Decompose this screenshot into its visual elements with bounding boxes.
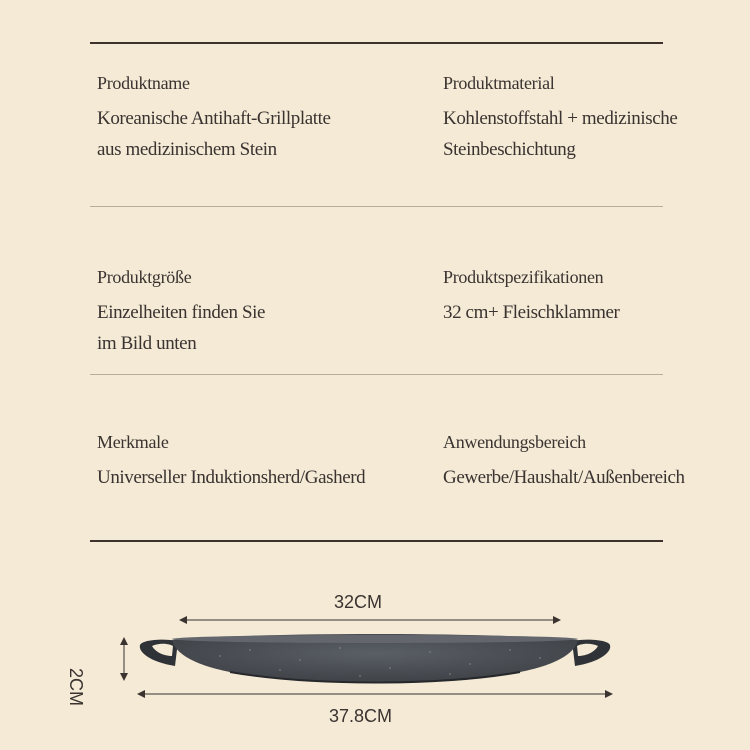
spec-value-line: aus medizinischem Stein: [97, 139, 277, 160]
total-width-label: 37.8CM: [329, 706, 393, 726]
spec-value-line: Steinbeschichtung: [443, 139, 576, 160]
spec-label-specifications: Produktspezifikationen: [443, 267, 604, 287]
spec-label-product-name: Produktname: [97, 73, 190, 93]
spec-value-line: Gewerbe/Haushalt/Außenbereich: [443, 467, 685, 488]
spec-value-line: im Bild unten: [97, 333, 197, 354]
spec-label-application: Anwendungsbereich: [443, 432, 586, 452]
spec-value-line: Koreanische Antihaft-Grillplatte: [97, 108, 331, 129]
spec-value-line: Einzelheiten finden Sie: [97, 302, 266, 323]
spec-value-line: Kohlenstoffstahl + medizinische: [443, 108, 678, 129]
spec-value-line: Universeller Induktionsherd/Gasherd: [97, 467, 366, 488]
grill-pan-image: [140, 634, 610, 683]
height-label: 2CM: [66, 668, 86, 707]
spec-label-size: Produktgröße: [97, 267, 192, 287]
top-width-label: 32CM: [334, 592, 383, 612]
spec-label-material: Produktmaterial: [443, 73, 555, 93]
spec-label-features: Merkmale: [97, 432, 169, 452]
spec-value-line: 32 cm+ Fleischklammer: [443, 302, 620, 323]
